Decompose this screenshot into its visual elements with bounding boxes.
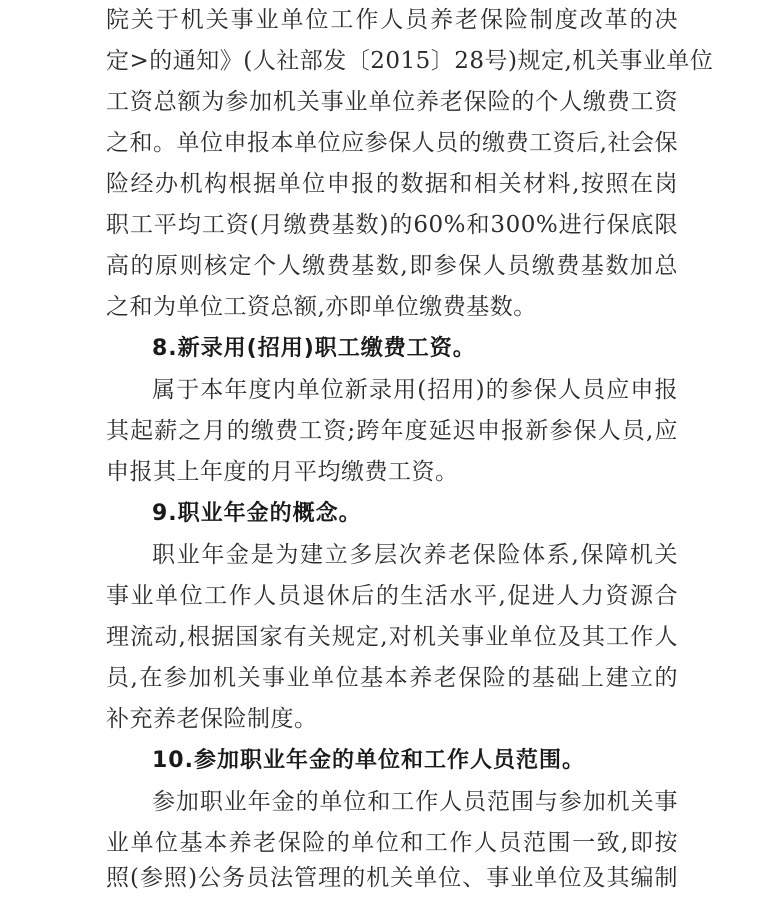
paragraph-line: 事业单位工作人员退休后的生活水平,促进人力资源合 [106,583,678,609]
paragraph-line: 工资总额为参加机关事业单位养老保险的个人缴费工资 [106,89,678,115]
section-heading-9: 9.职业年金的概念。 [152,501,362,526]
paragraph-line: 定>的通知》(人社部发〔2015〕28号)规定,机关事业单位 [106,48,714,74]
paragraph-line: 之和。单位申报本单位应参保人员的缴费工资后,社会保 [106,130,678,156]
paragraph-line: 之和为单位工资总额,亦即单位缴费基数。 [106,294,537,320]
paragraph-line: 其起薪之月的缴费工资;跨年度延迟申报新参保人员,应 [106,418,678,444]
paragraph-line: 参加职业年金的单位和工作人员范围与参加机关事 [152,789,678,815]
paragraph-line: 申报其上年度的月平均缴费工资。 [106,459,459,485]
paragraph-line: 员,在参加机关事业单位基本养老保险的基础上建立的 [106,665,678,691]
paragraph-line: 险经办机构根据单位申报的数据和相关材料,按照在岗 [106,171,678,197]
paragraph-line: 理流动,根据国家有关规定,对机关事业单位及其工作人 [106,624,678,650]
paragraph-line: 高的原则核定个人缴费基数,即参保人员缴费基数加总 [106,253,678,279]
paragraph-line: 职业年金是为建立多层次养老保险体系,保障机关 [152,542,678,568]
paragraph-line: 业单位基本养老保险的单位和工作人员范围一致,即按 [106,830,678,856]
paragraph-line: 职工平均工资(月缴费基数)的60%和300%进行保底限 [106,212,678,238]
section-heading-8: 8.新录用(招用)职工缴费工资。 [152,336,476,361]
paragraph-line: 院关于机关事业单位工作人员养老保险制度改革的决 [106,7,678,33]
paragraph-line: 补充养老保险制度。 [106,706,318,732]
paragraph-line: 照(参照)公务员法管理的机关单位、事业单位及其编制 [106,865,678,891]
paragraph-line: 属于本年度内单位新录用(招用)的参保人员应申报 [152,377,678,403]
section-heading-10: 10.参加职业年金的单位和工作人员范围。 [152,748,585,773]
